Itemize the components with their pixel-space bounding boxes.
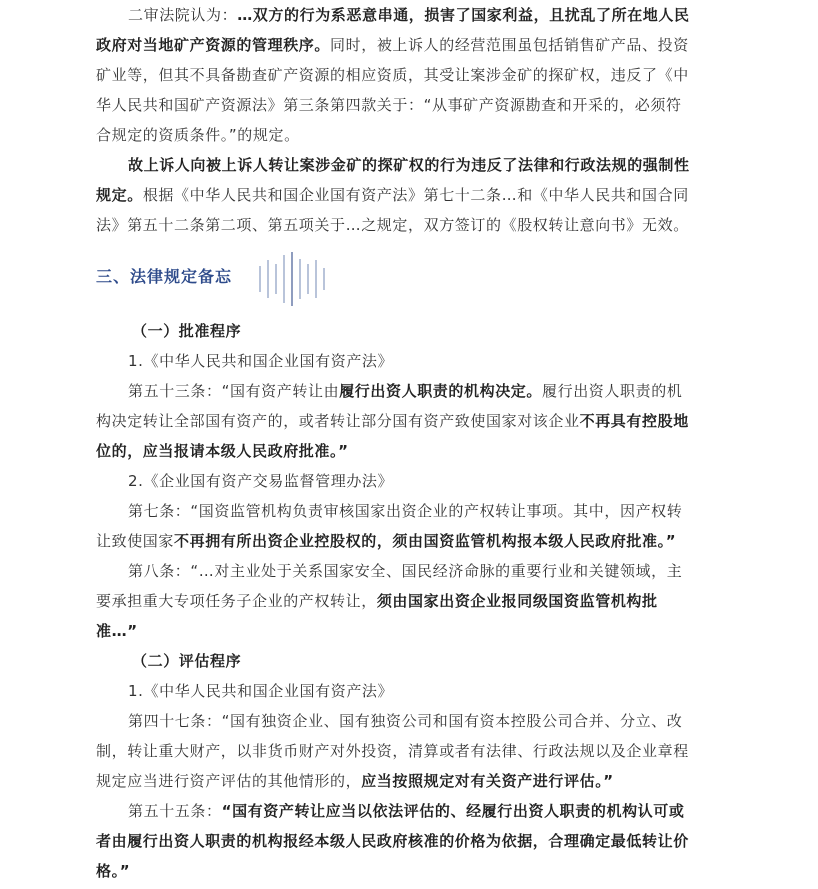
text-run: 矿业等，但其不具备勘查矿产资源的相应资质，其受让案涉金矿的探矿权，违反了《中 xyxy=(96,66,689,84)
text-run-bold: 故上诉人向被上诉人转让案涉金矿的探矿权的行为违反了法律和行政法规的强制性 xyxy=(128,156,690,174)
law-title-line xyxy=(96,346,732,376)
text-run-bold: 不再具有控股地 xyxy=(579,412,689,430)
text-line xyxy=(96,616,732,646)
law-title: 2.《企业国有资产交易监督管理办法》 xyxy=(128,472,394,490)
text-run: 华人民共和国矿产资源法》第三条第四款关于：“从事矿产资源勘查和开采的，必须符 xyxy=(96,96,682,114)
text-run-bold: …双方的行为系恶意串通，损害了国家利益，且扰乱了所在地人民 xyxy=(237,6,690,24)
text-run-bold: 履行出资人职责的机构决定。 xyxy=(339,382,542,400)
text-run-bold: 不再拥有所出资企业控股权的，须由国资监管机构报本级人民政府批准。” xyxy=(174,532,677,550)
subheading-text: （二）评估程序 xyxy=(132,652,242,670)
text-line xyxy=(96,90,732,120)
text-line xyxy=(96,556,732,586)
legal-provisions-body xyxy=(96,316,732,886)
text-line xyxy=(96,30,732,60)
subheading-valuation xyxy=(96,646,732,676)
text-line xyxy=(96,496,732,526)
text-line xyxy=(96,796,732,826)
text-run: 让致使国家 xyxy=(96,532,175,550)
text-run: 二审法院认为： xyxy=(128,6,238,24)
text-line xyxy=(96,60,732,90)
text-line xyxy=(96,436,732,466)
text-run: 制，转让重大财产，以非货币财产对外投资，清算或者有法律、行政法规以及企业章程 xyxy=(96,742,689,760)
text-line xyxy=(96,120,732,150)
text-line xyxy=(96,210,732,240)
law-title: 1.《中华人民共和国企业国有资产法》 xyxy=(128,682,394,700)
law-title-line xyxy=(96,466,732,496)
text-line xyxy=(96,826,732,856)
text-run-bold: 规定。 xyxy=(96,186,143,204)
text-line xyxy=(96,406,732,436)
text-run-bold: 位的，应当报请本级人民政府批准。” xyxy=(96,442,349,460)
soundwave-decoration-icon xyxy=(257,252,333,306)
text-run: 合规定的资质条件。”的规定。 xyxy=(96,126,300,144)
text-run: 构决定转让全部国有资产的，或者转让部分国有资产致使国家对该企业 xyxy=(96,412,580,430)
text-run-bold: 须由国家出资企业报同级国资监管机构批 xyxy=(376,592,658,610)
paragraph-court-opinion xyxy=(96,0,732,150)
text-run: 要承担重大专项任务子企业的产权转让， xyxy=(96,592,377,610)
law-title: 1.《中华人民共和国企业国有资产法》 xyxy=(128,352,394,370)
text-line xyxy=(96,150,732,180)
text-run: 第五十五条： xyxy=(128,802,222,820)
text-run-bold: 应当按照规定对有关资产进行评估。” xyxy=(361,772,614,790)
text-run-bold: 格。” xyxy=(96,862,131,880)
text-run: 根据《中华人民共和国企业国有资产法》第七十二条…和《中华人民共和国合同 xyxy=(142,186,689,204)
text-line xyxy=(96,856,732,886)
text-line xyxy=(96,526,732,556)
text-run-bold: 政府对当地矿产资源的管理秩序。 xyxy=(96,36,331,54)
text-run: 第五十三条：“国有资产转让由 xyxy=(128,382,340,400)
text-run: 履行出资人职责的机 xyxy=(542,382,683,400)
text-run-bold: “国有资产转让应当以依法评估的、经履行出资人职责的机构认可或 xyxy=(221,802,685,820)
text-line xyxy=(96,0,732,30)
text-line xyxy=(96,706,732,736)
text-run: 第四十七条：“国有独资企业、国有独资公司和国有资本控股公司合并、分立、改 xyxy=(128,712,683,730)
text-run: 规定应当进行资产评估的其他情形的， xyxy=(96,772,362,790)
paragraph-conclusion xyxy=(96,150,732,240)
text-line xyxy=(96,586,732,616)
section-heading: 三、法律规定备忘 xyxy=(96,267,233,286)
text-line xyxy=(96,376,732,406)
subheading-approval xyxy=(96,316,732,346)
text-run-bold: 准…” xyxy=(96,622,138,640)
text-run: 第八条：“…对主业处于关系国家安全、国民经济命脉的重要行业和关键领域，主 xyxy=(128,562,683,580)
text-line xyxy=(96,180,732,210)
subheading-text: （一）批准程序 xyxy=(132,322,242,340)
text-run: 第七条：“国资监管机构负责审核国家出资企业的产权转让事项。其中，因产权转 xyxy=(128,502,683,520)
text-line xyxy=(96,736,732,766)
text-run: 同时，被上诉人的经营范围虽包括销售矿产品、投资 xyxy=(330,36,689,54)
text-run: 法》第五十二条第二项、第五项关于…之规定，双方签订的《股权转让意向书》无效。 xyxy=(96,216,689,234)
text-line xyxy=(96,766,732,796)
law-title-line xyxy=(96,676,732,706)
text-run-bold: 者由履行出资人职责的机构报经本级人民政府核准的价格为依据，合理确定最低转让价 xyxy=(96,832,689,850)
